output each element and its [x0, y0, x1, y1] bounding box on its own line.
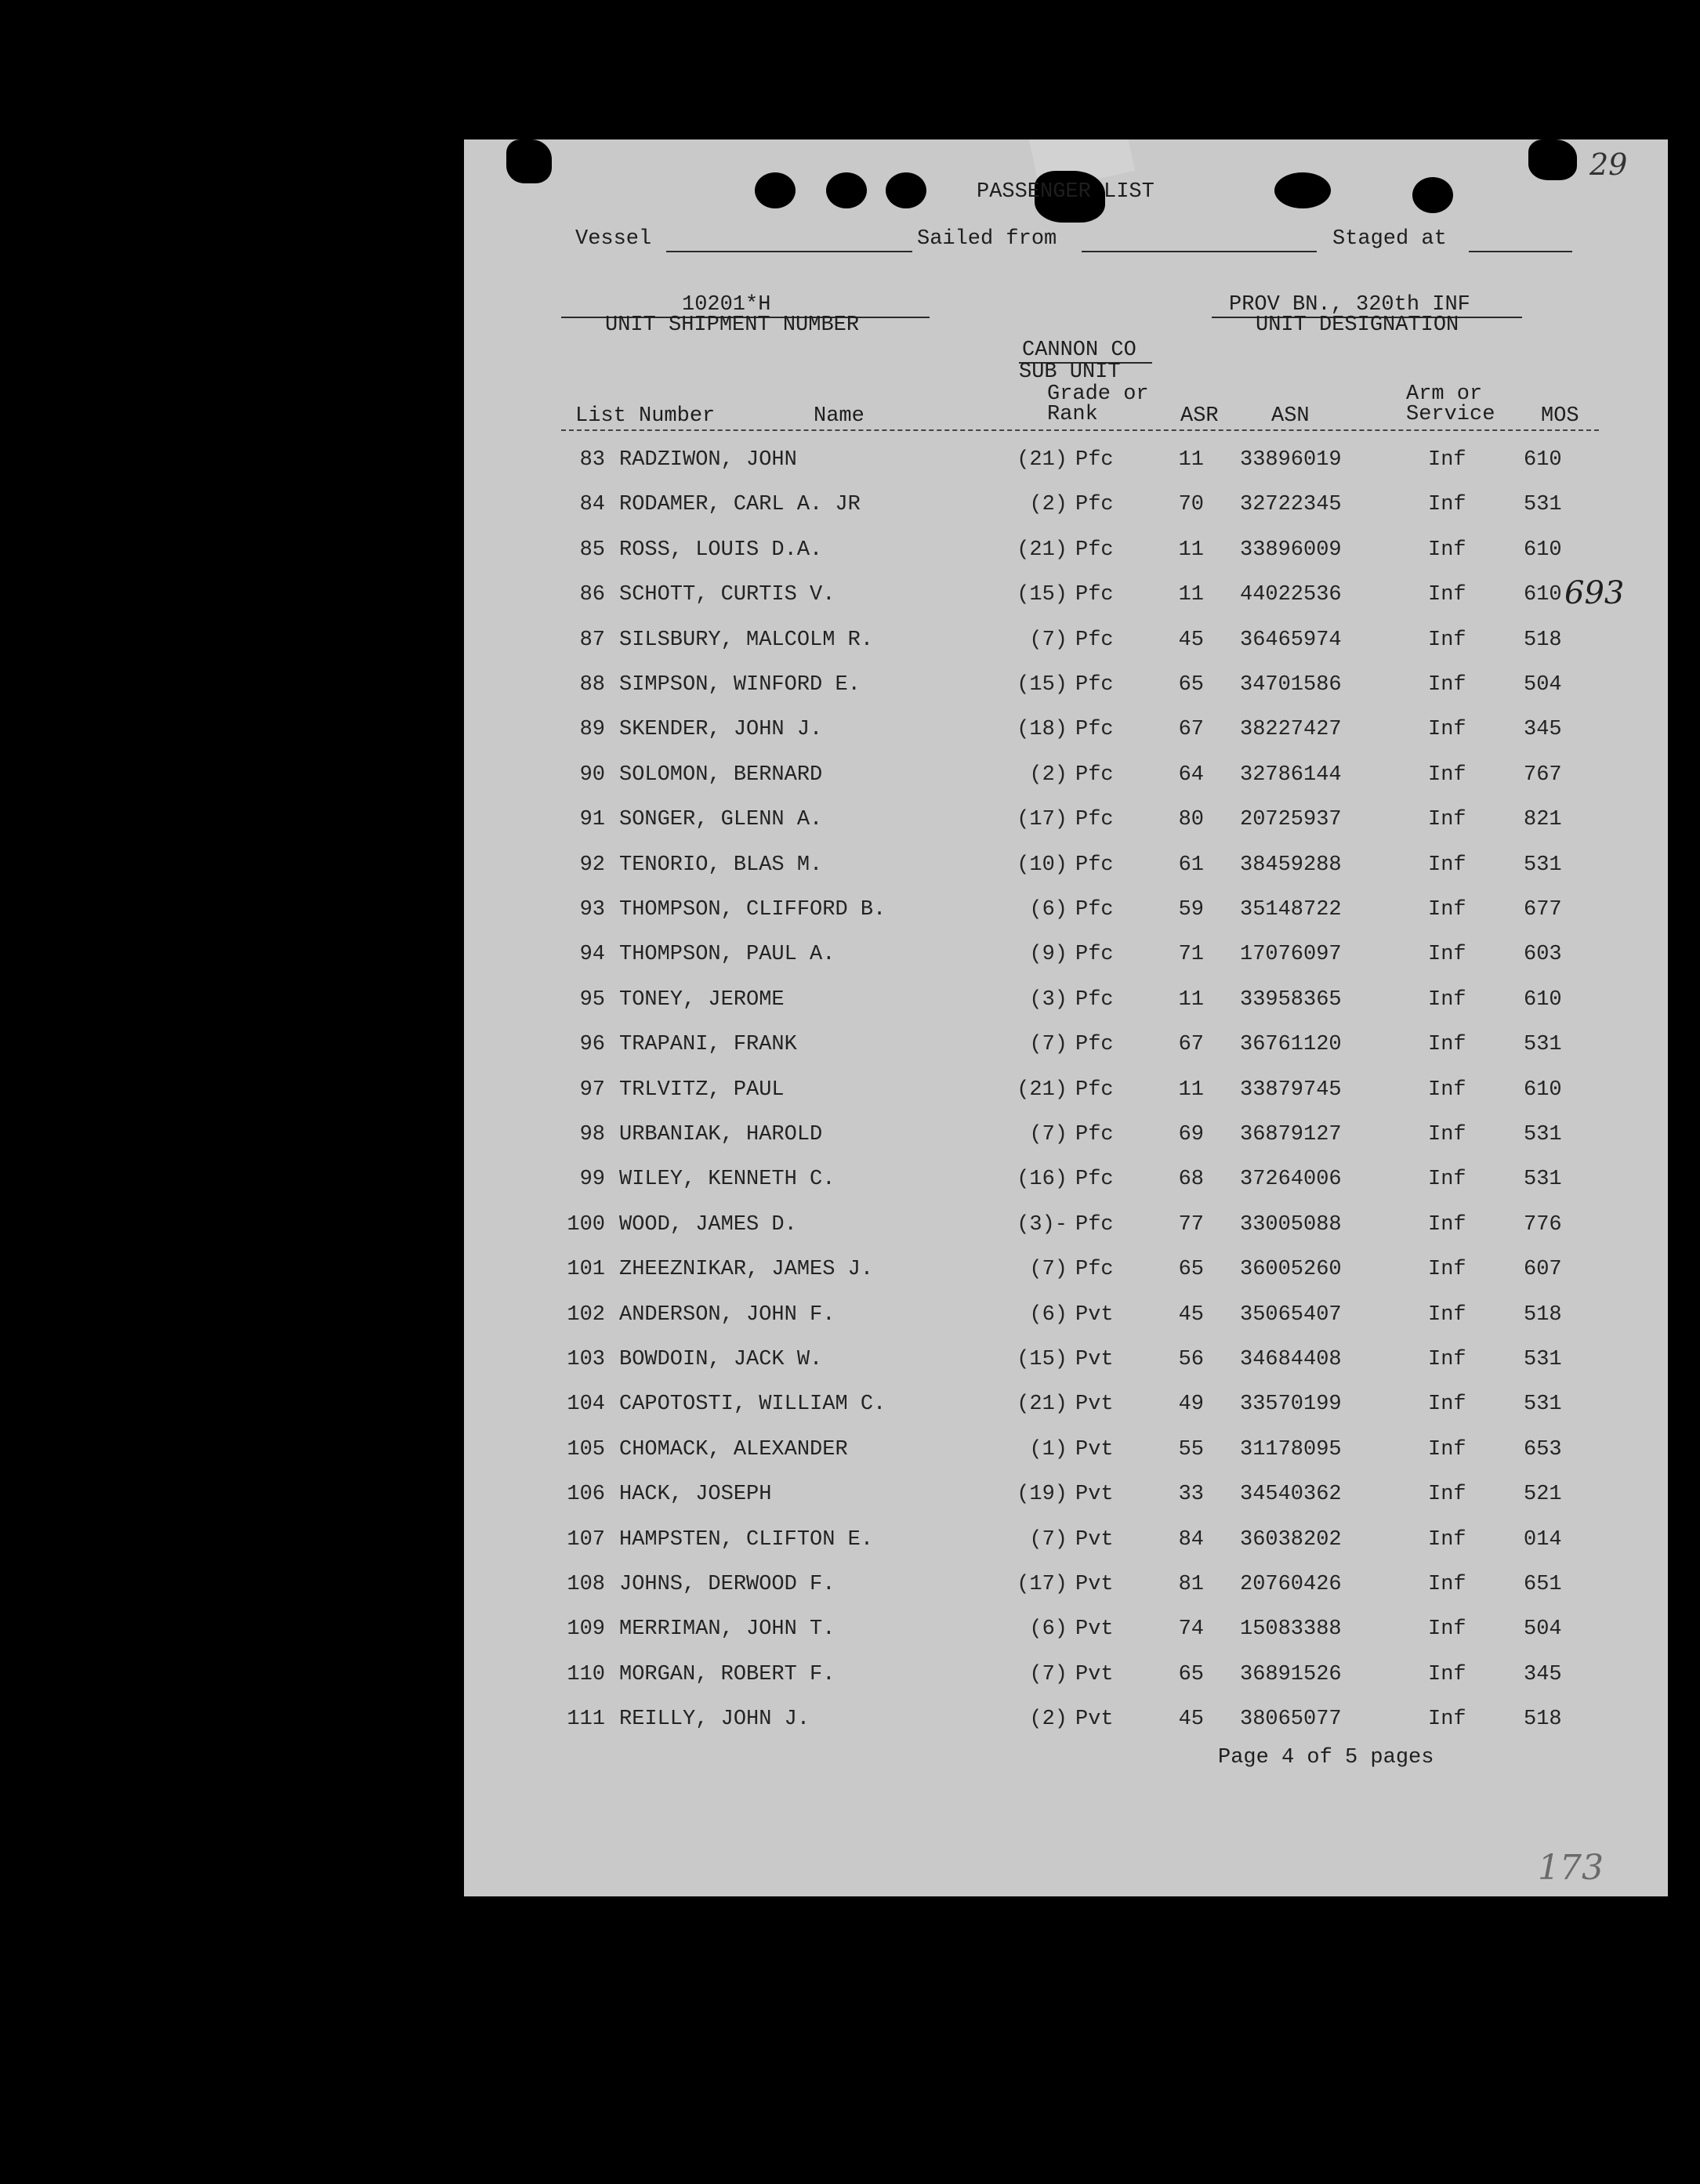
cell-num: 109 — [567, 1617, 605, 1641]
cell-code: (9) — [1029, 943, 1067, 966]
cell-name: ANDERSON, JOHN F. — [619, 1303, 836, 1327]
cell-name: RADZIWON, JOHN — [619, 448, 797, 472]
cell-asn: 34701586 — [1240, 673, 1342, 697]
cell-rank: Pfc — [1075, 718, 1114, 741]
cell-rank: Pvt — [1075, 1393, 1114, 1416]
cell-rank: Pfc — [1075, 538, 1114, 562]
cell-num: 96 — [579, 1033, 605, 1056]
cell-asn: 36891526 — [1240, 1663, 1342, 1686]
cell-arm: Inf — [1428, 1663, 1466, 1686]
cell-arm: Inf — [1428, 1528, 1466, 1552]
cell-code: (2) — [1029, 763, 1067, 787]
cell-asn: 32722345 — [1240, 493, 1342, 516]
cell-rank: Pfc — [1075, 1213, 1114, 1237]
cell-name: MORGAN, ROBERT F. — [619, 1663, 836, 1686]
cell-code: (7) — [1029, 1528, 1067, 1552]
cell-num: 91 — [579, 808, 605, 831]
cell-name: JOHNS, DERWOOD F. — [619, 1573, 836, 1596]
cell-asn: 20725937 — [1240, 808, 1342, 831]
cell-num: 101 — [567, 1258, 605, 1281]
cell-rank: Pfc — [1075, 1078, 1114, 1102]
cell-asn: 37264006 — [1240, 1168, 1342, 1191]
cell-arm: Inf — [1428, 1617, 1466, 1641]
cell-arm: Inf — [1428, 1033, 1466, 1056]
cell-rank: Pfc — [1075, 1168, 1114, 1191]
cell-asr: 33 — [1178, 1483, 1204, 1506]
cell-rank: Pvt — [1075, 1438, 1114, 1461]
cell-mos: 531 — [1524, 1168, 1562, 1191]
cell-name: TONEY, JEROME — [619, 988, 785, 1012]
cell-asr: 61 — [1178, 853, 1204, 877]
cell-name: SOLOMON, BERNARD — [619, 763, 823, 787]
cell-asr: 65 — [1178, 1663, 1204, 1686]
cell-asr: 45 — [1178, 1708, 1204, 1731]
cell-code: (6) — [1029, 898, 1067, 922]
corner-annotation: 29 — [1589, 147, 1628, 182]
header-service: Service — [1406, 403, 1495, 426]
staged-at-label: Staged at — [1332, 227, 1447, 251]
cell-name: SONGER, GLENN A. — [619, 808, 823, 831]
cell-mos: 610 — [1524, 988, 1562, 1012]
cell-num: 89 — [579, 718, 605, 741]
header-mos: MOS — [1541, 404, 1579, 428]
sailed-from-label: Sailed from — [917, 227, 1057, 251]
cell-name: HACK, JOSEPH — [619, 1483, 772, 1506]
cell-code: (2) — [1029, 493, 1067, 516]
cell-name: SIMPSON, WINFORD E. — [619, 673, 861, 697]
cell-name: URBANIAK, HAROLD — [619, 1123, 823, 1146]
cell-mos: 531 — [1524, 1123, 1562, 1146]
cell-mos: 504 — [1524, 673, 1562, 697]
cell-rank: Pvt — [1075, 1303, 1114, 1327]
cell-asn: 31178095 — [1240, 1438, 1342, 1461]
cell-name: BOWDOIN, JACK W. — [619, 1348, 823, 1371]
cell-asn: 36465974 — [1240, 628, 1342, 652]
cell-mos: 767 — [1524, 763, 1562, 787]
header-rule — [561, 429, 1599, 431]
cell-mos: 610 — [1524, 448, 1562, 472]
sub-unit-value: CANNON CO — [1022, 339, 1136, 362]
cell-mos: 610 — [1524, 1078, 1562, 1102]
cell-mos: 531 — [1524, 493, 1562, 516]
cell-mos: 653 — [1524, 1438, 1562, 1461]
cell-arm: Inf — [1428, 1078, 1466, 1102]
cell-num: 107 — [567, 1528, 605, 1552]
cell-arm: Inf — [1428, 628, 1466, 652]
cell-code: (2) — [1029, 1708, 1067, 1731]
cell-asn: 33570199 — [1240, 1393, 1342, 1416]
header-grade: Grade or — [1047, 382, 1149, 406]
cell-num: 87 — [579, 628, 605, 652]
cell-rank: Pfc — [1075, 763, 1114, 787]
cell-rank: Pfc — [1075, 628, 1114, 652]
cell-code: (6) — [1029, 1303, 1067, 1327]
cell-code: (21) — [1017, 1393, 1067, 1416]
cell-asr: 11 — [1178, 538, 1204, 562]
cell-asn: 36038202 — [1240, 1528, 1342, 1552]
torn-corner-left — [506, 139, 552, 183]
cell-rank: Pvt — [1075, 1573, 1114, 1596]
shipment-caption: UNIT SHIPMENT NUMBER — [605, 313, 860, 337]
cell-rank: Pfc — [1075, 898, 1114, 922]
cell-num: 98 — [579, 1123, 605, 1146]
cell-asn: 17076097 — [1240, 943, 1342, 966]
cell-rank: Pfc — [1075, 1033, 1114, 1056]
cell-mos: 607 — [1524, 1258, 1562, 1281]
cell-mos: 531 — [1524, 1348, 1562, 1371]
cell-asr: 55 — [1178, 1438, 1204, 1461]
cell-arm: Inf — [1428, 808, 1466, 831]
cell-arm: Inf — [1428, 943, 1466, 966]
bottom-annotation: 173 — [1538, 1848, 1604, 1888]
cell-code: (18) — [1017, 718, 1067, 741]
cell-mos: 518 — [1524, 1303, 1562, 1327]
cell-mos: 345 — [1524, 1663, 1562, 1686]
cell-arm: Inf — [1428, 1483, 1466, 1506]
cell-num: 106 — [567, 1483, 605, 1506]
page-footer: Page 4 of 5 pages — [1218, 1746, 1434, 1769]
vessel-line — [666, 251, 912, 252]
cell-asr: 64 — [1178, 763, 1204, 787]
cell-code: (7) — [1029, 628, 1067, 652]
cell-rank: Pvt — [1075, 1528, 1114, 1552]
cell-name: THOMPSON, CLIFFORD B. — [619, 898, 886, 922]
cell-arm: Inf — [1428, 1348, 1466, 1371]
cell-num: 93 — [579, 898, 605, 922]
cell-rank: Pfc — [1075, 853, 1114, 877]
cell-rank: Pvt — [1075, 1708, 1114, 1731]
cell-num: 104 — [567, 1393, 605, 1416]
cell-arm: Inf — [1428, 718, 1466, 741]
cell-arm: Inf — [1428, 763, 1466, 787]
cell-rank: Pfc — [1075, 448, 1114, 472]
cell-code: (10) — [1017, 853, 1067, 877]
cell-arm: Inf — [1428, 583, 1466, 607]
cell-asn: 33958365 — [1240, 988, 1342, 1012]
cell-asr: 45 — [1178, 1303, 1204, 1327]
cell-asr: 56 — [1178, 1348, 1204, 1371]
header-arm: Arm or — [1406, 382, 1483, 406]
cell-code: (3) — [1029, 988, 1067, 1012]
cell-asr: 11 — [1178, 988, 1204, 1012]
cell-asn: 34540362 — [1240, 1483, 1342, 1506]
cell-asn: 32786144 — [1240, 763, 1342, 787]
cell-name: CHOMACK, ALEXANDER — [619, 1438, 848, 1461]
cell-num: 111 — [567, 1708, 605, 1731]
cell-arm: Inf — [1428, 673, 1466, 697]
cell-num: 84 — [579, 493, 605, 516]
cell-mos: 651 — [1524, 1573, 1562, 1596]
cell-num: 90 — [579, 763, 605, 787]
cell-mos: 345 — [1524, 718, 1562, 741]
cell-arm: Inf — [1428, 1573, 1466, 1596]
cell-asn: 35065407 — [1240, 1303, 1342, 1327]
unit-designation: PROV BN., 320th INF — [1229, 293, 1470, 317]
header-name: Name — [814, 404, 864, 428]
cell-num: 103 — [567, 1348, 605, 1371]
cell-asn: 38459288 — [1240, 853, 1342, 877]
cell-asr: 45 — [1178, 628, 1204, 652]
cell-arm: Inf — [1428, 1168, 1466, 1191]
cell-mos: 521 — [1524, 1483, 1562, 1506]
cell-asn: 44022536 — [1240, 583, 1342, 607]
cell-code: (7) — [1029, 1123, 1067, 1146]
cell-rank: Pfc — [1075, 988, 1114, 1012]
cell-rank: Pvt — [1075, 1483, 1114, 1506]
cell-asr: 69 — [1178, 1123, 1204, 1146]
cell-code: (15) — [1017, 673, 1067, 697]
cell-name: MERRIMAN, JOHN T. — [619, 1617, 836, 1641]
cell-mos: 531 — [1524, 1033, 1562, 1056]
cell-rank: Pvt — [1075, 1348, 1114, 1371]
cell-arm: Inf — [1428, 1708, 1466, 1731]
cell-code: (6) — [1029, 1617, 1067, 1641]
cell-rank: Pfc — [1075, 673, 1114, 697]
cell-asn: 36879127 — [1240, 1123, 1342, 1146]
cell-name: SCHOTT, CURTIS V. — [619, 583, 836, 607]
cell-num: 102 — [567, 1303, 605, 1327]
cell-arm: Inf — [1428, 1438, 1466, 1461]
cell-rank: Pfc — [1075, 1258, 1114, 1281]
cell-mos: 776 — [1524, 1213, 1562, 1237]
cell-rank: Pfc — [1075, 1123, 1114, 1146]
cell-name: ZHEEZNIKAR, JAMES J. — [619, 1258, 874, 1281]
cell-arm: Inf — [1428, 898, 1466, 922]
cell-asr: 11 — [1178, 583, 1204, 607]
cell-rank: Pfc — [1075, 493, 1114, 516]
cell-code: (21) — [1017, 448, 1067, 472]
cell-asr: 80 — [1178, 808, 1204, 831]
cell-rank: Pfc — [1075, 943, 1114, 966]
cell-code: (17) — [1017, 808, 1067, 831]
cell-arm: Inf — [1428, 448, 1466, 472]
punch-hole — [1412, 177, 1453, 213]
cell-name: HAMPSTEN, CLIFTON E. — [619, 1528, 874, 1552]
cell-code: (7) — [1029, 1033, 1067, 1056]
cell-name: THOMPSON, PAUL A. — [619, 943, 836, 966]
cell-name: TRLVITZ, PAUL — [619, 1078, 785, 1102]
cell-asr: 49 — [1178, 1393, 1204, 1416]
cell-asn: 33005088 — [1240, 1213, 1342, 1237]
cell-name: RODAMER, CARL A. JR — [619, 493, 861, 516]
cell-arm: Inf — [1428, 853, 1466, 877]
cell-num: 94 — [579, 943, 605, 966]
cell-name: TRAPANI, FRANK — [619, 1033, 797, 1056]
punch-hole — [1274, 172, 1331, 208]
cell-asr: 70 — [1178, 493, 1204, 516]
header-rank: Rank — [1047, 403, 1098, 426]
cell-code: (21) — [1017, 1078, 1067, 1102]
cell-arm: Inf — [1428, 1213, 1466, 1237]
cell-rank: Pvt — [1075, 1663, 1114, 1686]
cell-asr: 67 — [1178, 1033, 1204, 1056]
cell-num: 108 — [567, 1573, 605, 1596]
cell-asn: 34684408 — [1240, 1348, 1342, 1371]
cell-num: 92 — [579, 853, 605, 877]
staged-at-line — [1469, 251, 1572, 252]
cell-num: 86 — [579, 583, 605, 607]
cell-asn: 33896019 — [1240, 448, 1342, 472]
cell-asr: 11 — [1178, 1078, 1204, 1102]
cell-asn: 15083388 — [1240, 1617, 1342, 1641]
cell-num: 99 — [579, 1168, 605, 1191]
cell-code: (16) — [1017, 1168, 1067, 1191]
cell-arm: Inf — [1428, 538, 1466, 562]
cell-asn: 36005260 — [1240, 1258, 1342, 1281]
cell-asn: 36761120 — [1240, 1033, 1342, 1056]
shipment-number: 10201*H — [682, 293, 771, 317]
cell-name: REILLY, JOHN J. — [619, 1708, 810, 1731]
cell-asn: 35148722 — [1240, 898, 1342, 922]
cell-num: 95 — [579, 988, 605, 1012]
sub-unit-caption: SUB UNIT — [1019, 360, 1121, 384]
cell-num: 88 — [579, 673, 605, 697]
cell-num: 85 — [579, 538, 605, 562]
cell-code: (17) — [1017, 1573, 1067, 1596]
cell-asr: 74 — [1178, 1617, 1204, 1641]
cell-code: (7) — [1029, 1663, 1067, 1686]
cell-asn: 33896009 — [1240, 538, 1342, 562]
cell-asn: 38227427 — [1240, 718, 1342, 741]
sailed-from-line — [1082, 251, 1317, 252]
header-list-number: List Number — [575, 404, 716, 428]
cell-asr: 81 — [1178, 1573, 1204, 1596]
cell-mos: 518 — [1524, 628, 1562, 652]
cell-mos: 610 — [1524, 538, 1562, 562]
cell-arm: Inf — [1428, 1393, 1466, 1416]
cell-asr: 71 — [1178, 943, 1204, 966]
cell-code: (15) — [1017, 1348, 1067, 1371]
header-asr: ASR — [1180, 404, 1219, 428]
cell-asr: 77 — [1178, 1213, 1204, 1237]
cell-name: CAPOTOSTI, WILLIAM C. — [619, 1393, 886, 1416]
punch-hole — [886, 172, 926, 208]
header-asn: ASN — [1271, 404, 1310, 428]
cell-name: WILEY, KENNETH C. — [619, 1168, 836, 1191]
cell-asr: 59 — [1178, 898, 1204, 922]
passenger-list-sheet — [464, 139, 1668, 1896]
cell-mos: 677 — [1524, 898, 1562, 922]
cell-code: (1) — [1029, 1438, 1067, 1461]
cell-arm: Inf — [1428, 1123, 1466, 1146]
cell-asr: 11 — [1178, 448, 1204, 472]
cell-mos: 014 — [1524, 1528, 1562, 1552]
cell-asr: 84 — [1178, 1528, 1204, 1552]
cell-mos: 610 — [1524, 583, 1562, 607]
cell-code: (15) — [1017, 583, 1067, 607]
cell-mos: 531 — [1524, 853, 1562, 877]
designation-caption: UNIT DESIGNATION — [1256, 313, 1459, 337]
cell-name: SILSBURY, MALCOLM R. — [619, 628, 874, 652]
cell-asr: 65 — [1178, 673, 1204, 697]
cell-asr: 65 — [1178, 1258, 1204, 1281]
cell-rank: Pvt — [1075, 1617, 1114, 1641]
cell-asr: 67 — [1178, 718, 1204, 741]
cell-num: 105 — [567, 1438, 605, 1461]
punch-hole — [755, 172, 796, 208]
cell-name: ROSS, LOUIS D.A. — [619, 538, 823, 562]
cell-code: (19) — [1017, 1483, 1067, 1506]
cell-num: 83 — [579, 448, 605, 472]
cell-num: 97 — [579, 1078, 605, 1102]
cell-arm: Inf — [1428, 493, 1466, 516]
cell-mos: 504 — [1524, 1617, 1562, 1641]
form-title: PASSENGER LIST — [977, 180, 1154, 204]
cell-name: WOOD, JAMES D. — [619, 1213, 797, 1237]
cell-mos: 821 — [1524, 808, 1562, 831]
margin-annotation: 693 — [1564, 575, 1625, 611]
cell-mos: 531 — [1524, 1393, 1562, 1416]
cell-rank: Pfc — [1075, 583, 1114, 607]
cell-num: 110 — [567, 1663, 605, 1686]
torn-corner-right — [1528, 139, 1577, 180]
cell-num: 100 — [567, 1213, 605, 1237]
cell-arm: Inf — [1428, 1258, 1466, 1281]
cell-asn: 33879745 — [1240, 1078, 1342, 1102]
cell-arm: Inf — [1428, 988, 1466, 1012]
cell-mos: 603 — [1524, 943, 1562, 966]
cell-rank: Pfc — [1075, 808, 1114, 831]
vessel-label: Vessel — [575, 227, 652, 251]
cell-code: (3)- — [1017, 1213, 1067, 1237]
cell-code: (7) — [1029, 1258, 1067, 1281]
cell-asr: 68 — [1178, 1168, 1204, 1191]
cell-asn: 20760426 — [1240, 1573, 1342, 1596]
cell-arm: Inf — [1428, 1303, 1466, 1327]
cell-name: TENORIO, BLAS M. — [619, 853, 823, 877]
cell-code: (21) — [1017, 538, 1067, 562]
cell-name: SKENDER, JOHN J. — [619, 718, 823, 741]
cell-asn: 38065077 — [1240, 1708, 1342, 1731]
punch-hole — [826, 172, 867, 208]
cell-mos: 518 — [1524, 1708, 1562, 1731]
